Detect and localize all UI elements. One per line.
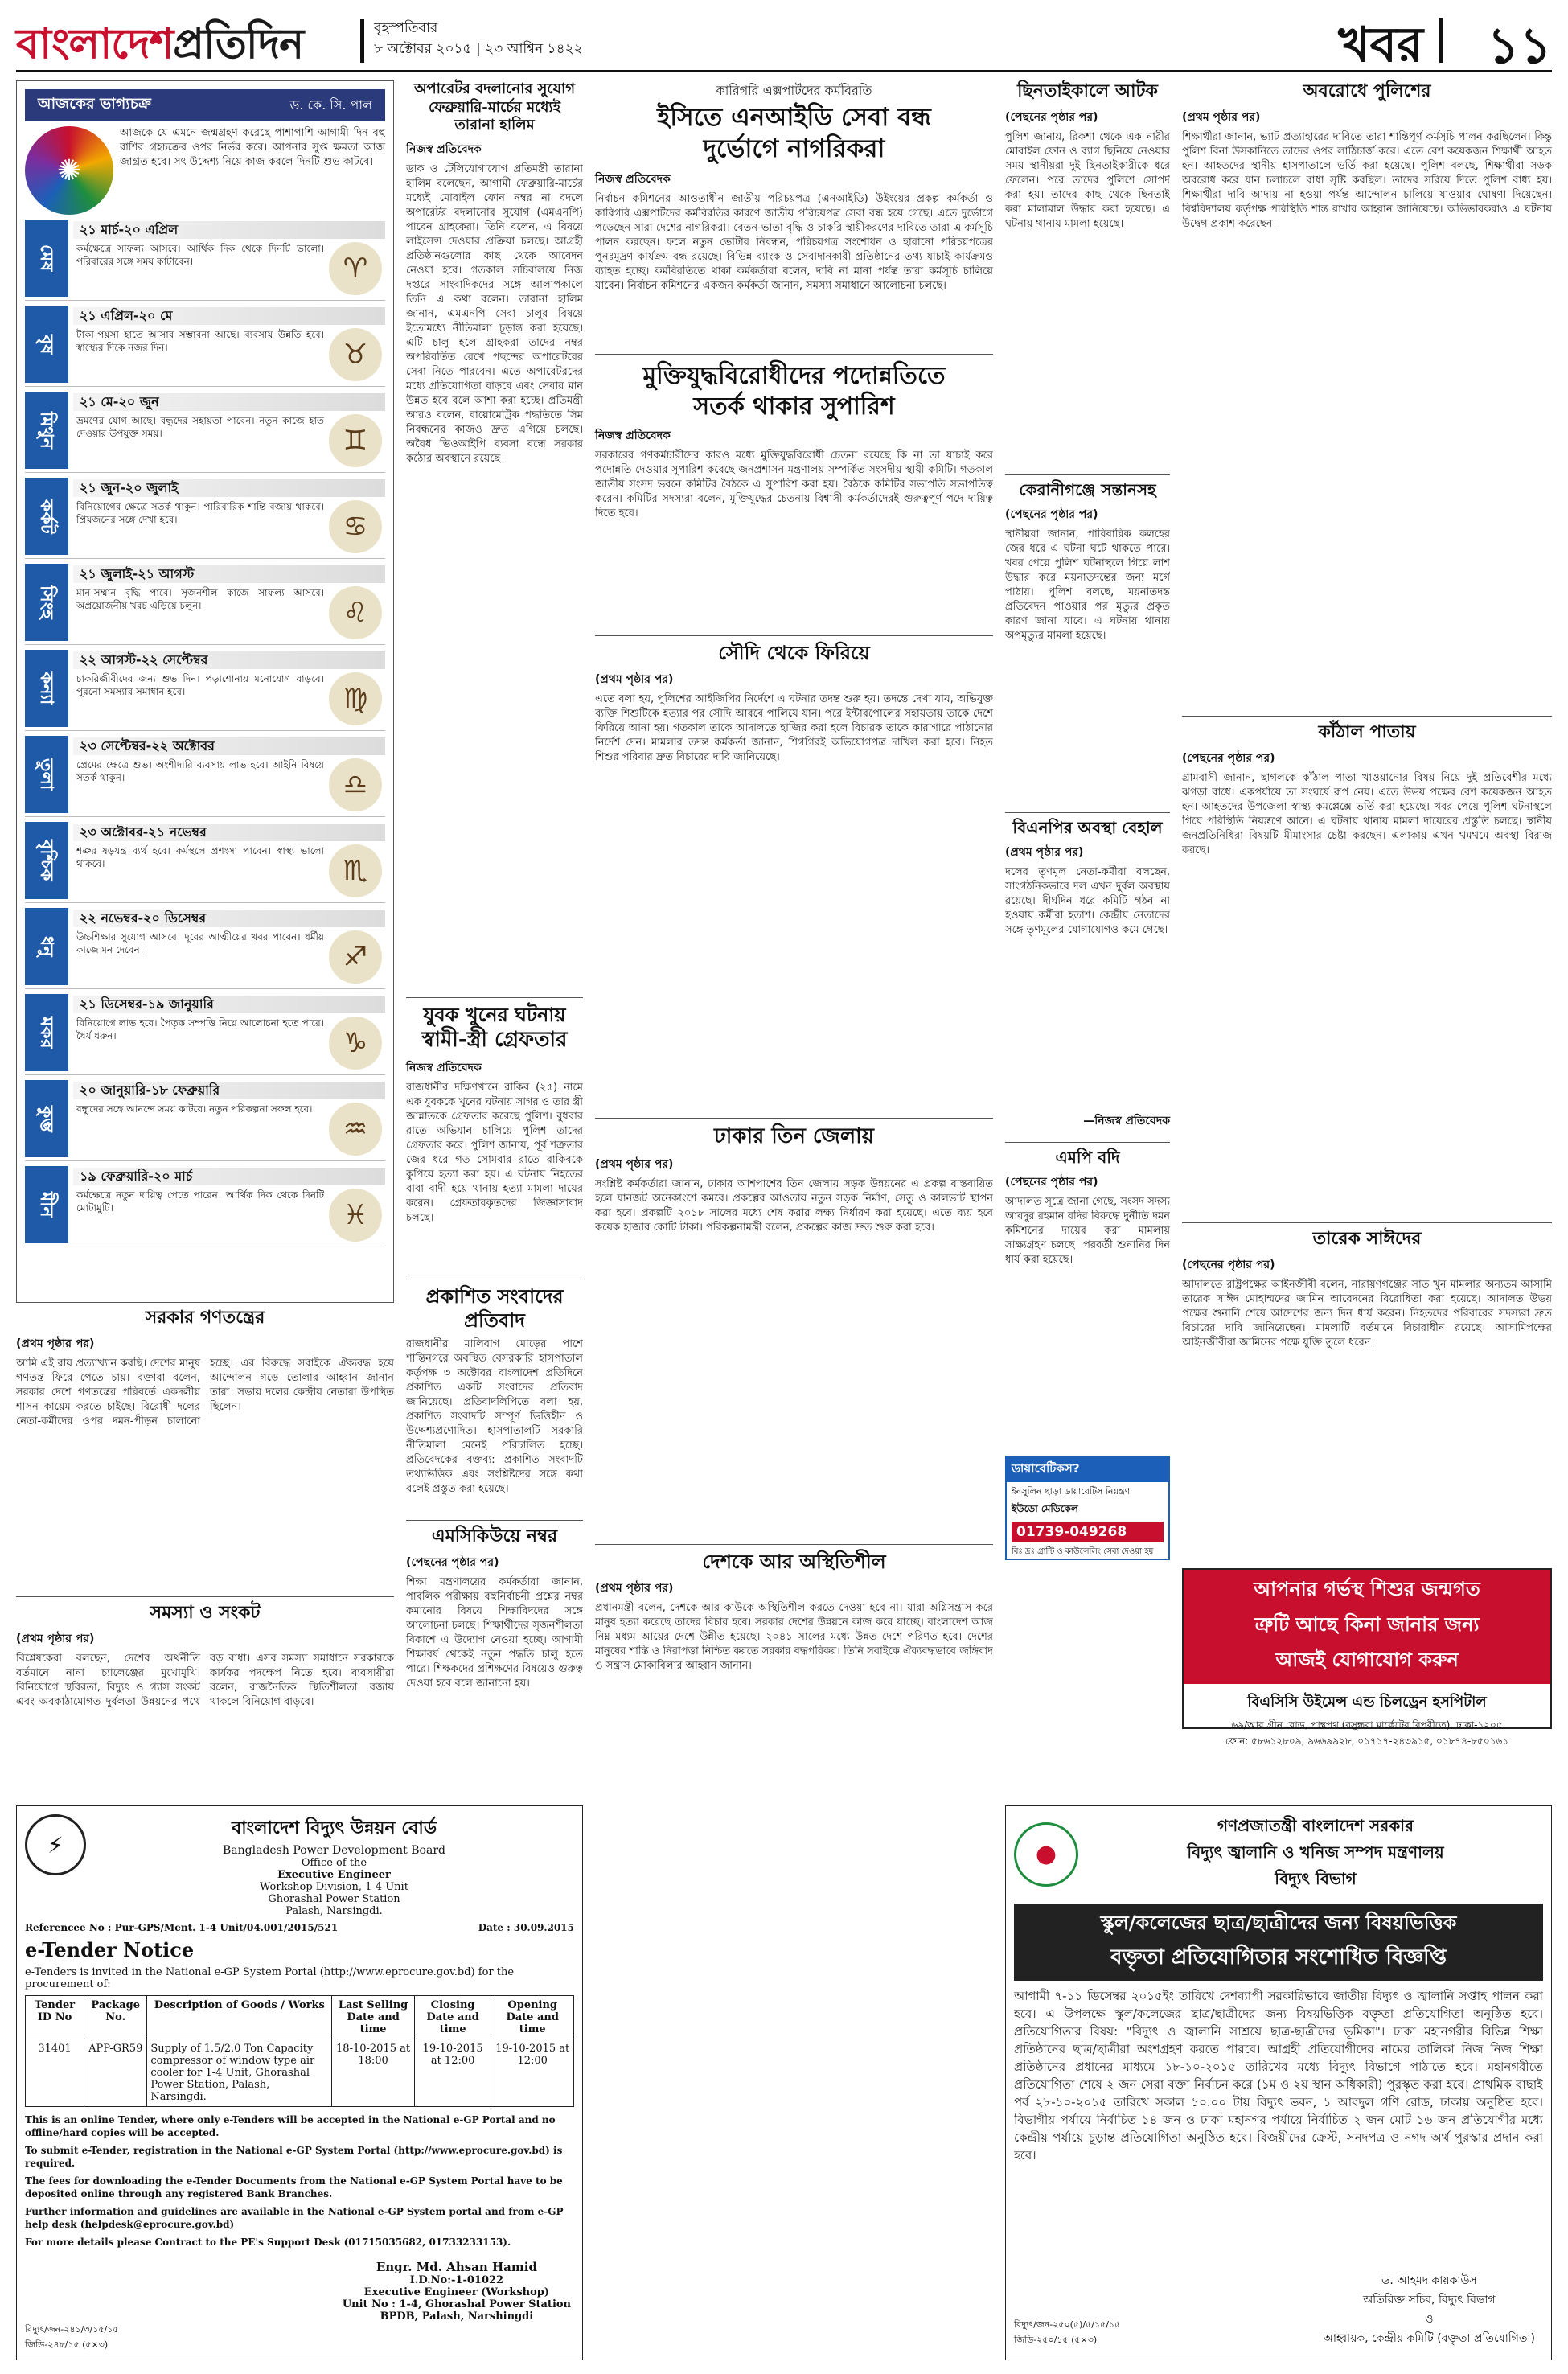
table-row — [26, 2039, 574, 2107]
ad-hospital-phone[interactable]: ফোন: ৫৮৬১২৮০৯, ৯৬৬৯৯২৮, ০১৭১৭-২৪৩৯১৫, ০১৮৭৪-৮৫০১৬১ — [1225, 1735, 1509, 1747]
sign-forecast: টাকা-পয়সা হাতে আসার সম্ভাবনা আছে। ব্যবসায় উন্নতি হবে। স্বাস্থ্যের দিকে নজর দিন। — [76, 329, 324, 353]
brand-red: বাংলাদেশ — [16, 19, 174, 68]
ministry-notice[interactable] — [1005, 1805, 1552, 2360]
sign-forecast: কর্মক্ষেত্রে নতুন দায়িত্ব পেতে পারেন। আর্থিক দিক থেকে দিনটি মোটামুটি। — [76, 1189, 324, 1214]
article-body: সরকারের গণকর্মচারীদের কারও মধ্যে মুক্তিযুদ্ধবিরোধী চেতনা রয়েছে কি না তা যাচাই করে পদোন্নতি দেওয়ার সুপারিশ করেছে জনপ্রশাসন মন্ত্রণালয় সম্পর্কিত সংসদীয় স্থায়ী কমিটি। গতকাল জাতীয় সংসদ ভবনে কমিটির বৈঠকে এ সুপারিশ করা হয়। বৈঠকে কমিটির সভাপতি সভাপতিত্ব করেন। কমিটির সদস্যরা বলেন, মুক্তিযুদ্ধের চেতনায় বিশ্বাসী কর্মকর্তাদেরই গুরুত্বপূর্ণ পদে দায়িত্ব দিতে হবে। — [595, 450, 993, 520]
article-body: দলের তৃণমূল নেতা-কর্মীরা বলছেন, সাংগঠনিকভাবে দল এখন দুর্বল অবস্থায় রয়েছে। দীর্ঘদিন ধরে কমিটি গঠন না হওয়ায় কর্মীরা হতাশ। কেন্দ্রীয় নেতাদের সঙ্গে তৃণমূলের যোগাযোগও কমে গেছে। — [1005, 866, 1170, 936]
article-body: শিক্ষার্থীরা জানান, ভ্যাট প্রত্যাহারের দাবিতে তারা শান্তিপূর্ণ কর্মসূচি পালন করছিলেন। কিন্তু পুলিশ বিনা উসকানিতে তাদের ওপর লাঠিচার্জ করে। এতে বেশ কয়েকজন শিক্ষার্থী আহত হন। আহতদের স্থানীয় হাসপাতালে ভর্তি করা হয়েছে। পুলিশ বলছে, শিক্ষার্থীরা সড়ক অবরোধ করে যান চলাচলে বাধা সৃষ্টি করছিল। তাদের সরিয়ে দিতে পুলিশ বাধ্য হয়। শিক্ষার্থীরা দাবি আদায় না হওয়া পর্যন্ত আন্দোলন চালিয়ে যাওয়ার ঘোষণা দিয়েছেন। বিশ্ববিদ্যালয় কর্তৃপক্ষ পরিস্থিতি শান্ত রাখার আহ্বান জানিয়েছে। অভিভাবকরাও এ ঘটনায় উদ্বেগ প্রকাশ করেছেন। — [1182, 130, 1552, 230]
sign-forecast: বন্ধুদের সঙ্গে আনন্দে সময় কাটবে। নতুন পরিকল্পনা সফল হবে। — [76, 1103, 313, 1115]
horoscope-title: আজকের ভাগ্যচক্র — [38, 95, 151, 113]
table-cell: Supply of 1.5/2.0 Ton Capacity compressor of window type air cooler for 1-4 Unit, Ghorashal Power Station, Palash, Narsingdi. — [147, 2039, 332, 2107]
sign-date-range: ২২ আগস্ট-২২ সেপ্টেম্বর — [73, 651, 385, 669]
notice-body: আগামী ৭-১১ ডিসেম্বর ২০১৫ইং তারিখে দেশব্যাপী সরকারিভাবে জাতীয় বিদ্যুৎ ও জ্বালানি সপ্তাহ পালন করা হবে। এ উপলক্ষে স্কুল/কলেজের ছাত্র/ছাত্রীদের জন্য বিষয়ভিত্তিক বক্তৃতা প্রতিযোগিতা অনুষ্ঠিত হবে। প্রতিযোগিতার বিষয়: "বিদ্যুৎ ও জ্বালানি সাশ্রয়ে ছাত্র-ছাত্রীদের ভূমিকা"। ঢাকা মহানগরীর বিভিন্ন শিক্ষা প্রতিষ্ঠানের ছাত্র/ছাত্রীরা অংশগ্রহণ করতে পারবে। আগ্রহী প্রতিযোগীদের নামের তালিকা নিজ নিজ শিক্ষা প্রতিষ্ঠানের প্রধানের মাধ্যমে ১৮-১০-২০১৫ তারিখের মধ্যে বিদ্যুৎ বিভাগে পাঠাতে হবে। মহানগরীতে প্রতিযোগিতা শেষে ২ জন সেরা বক্তা নির্বাচন করে (১ম ও ২য় স্থান অধিকারী) পুরস্কৃত করা হবে। প্রাথমিক বাছাই পর্ব ২৮-১০-২০১৫ তারিখে সকাল ১০.০০ টায় বিদ্যুৎ ভবন, ১ আবদুল গণি রোড, ঢাকায় অনুষ্ঠিত হবে। বিভাগীয় পর্যায়ে নির্বাচিত ১৪ জন ও ঢাকা মহানগর পর্যায়ে নির্বাচিত ২ জন মোট ১৬ জন প্রতিযোগীর মধ্যে কেন্দ্রীয় পর্যায়ে চূড়ান্ত প্রতিযোগিতা অনুষ্ঠিত হবে। বিজয়ীদের ক্রেস্ট, সনদপত্র ও নগদ অর্থ পুরস্কার প্রদান করা হবে। — [1014, 1989, 1543, 2162]
byline: (পেছনের পৃষ্ঠার পর) — [1182, 1258, 1275, 1271]
divider — [1005, 474, 1170, 475]
article-govt-democracy[interactable] — [16, 1307, 394, 1588]
byline: (পেছনের পৃষ্ঠার পর) — [1005, 508, 1098, 521]
horoscope-sign — [25, 306, 385, 387]
article-headline: যুবক খুনের ঘটনায় — [423, 1003, 566, 1026]
table-cell: 18-10-2015 at 18:00 — [332, 2039, 414, 2107]
divider — [595, 354, 993, 355]
article-snatcher[interactable] — [1005, 80, 1170, 466]
sign-date-range: ২১ মে-২০ জুন — [73, 393, 385, 411]
article-protest[interactable] — [406, 1279, 583, 1512]
horoscope-intro-text: আজকে যে এমনে জন্মগ্রহণ করেছে পাশাপাশি আগামী দিন বহু রাশির গ্রহচক্রের ওপর নির্ভর করে। আপনার সুপ্ত ক্ষমতা আজ জাগ্রত হবে। সৎ উদ্দেশ্য নিয়ে কাজ করলে দিনটি শুভ কাটবে। — [120, 127, 385, 168]
govt-line: বিদ্যুৎ জ্বালানি ও খনিজ সম্পদ মন্ত্রণালয় — [1187, 1842, 1444, 1862]
tender-signature — [343, 2260, 571, 2323]
article-body: গ্রামবাসী জানান, ছাগলকে কাঁঠাল পাতা খাওয়ানোর বিষয় নিয়ে দুই প্রতিবেশীর মধ্যে ঝগড়া বাধে। একপর্যায়ে তা সংঘর্ষে রূপ নেয়। এতে উভয় পক্ষের বেশ কয়েকজন আহত হন। আহতদের উপজেলা স্বাস্থ্য কমপ্লেক্সে ভর্তি করা হয়েছে। খবর পেয়ে পুলিশ ঘটনাস্থলে গিয়ে পরিস্থিতি নিয়ন্ত্রণে আনে। এ ঘটনায় থানায় মামলা দায়েরের প্রস্তুতি চলছে। স্থানীয় জনপ্রতিনিধিরা বিষয়টি মীমাংসার চেষ্টা করছেন। এলাকায় এখন থমথমে অবস্থা বিরাজ করছে। — [1182, 771, 1552, 856]
zodiac-symbol-icon: ♌ — [329, 586, 382, 639]
table-cell: 19-10-2015 at 12:00 — [491, 2039, 574, 2107]
horoscope-sign — [25, 220, 385, 301]
article-body: আমি এই রায় প্রত্যাখ্যান করছি। দেশের মানুষ গণতন্ত্র ফিরে পেতে চায়। বক্তারা বলেন, সরকার দেশে গণতন্ত্রের পরিবর্তে একদলীয় শাসন কায়েম করতে চাইছে। বিরোধী দলের নেতা-কর্মীদের ওপর দমন-পীড়ন চালানো হচ্ছে। এর বিরুদ্ধে সবাইকে ঐক্যবদ্ধ হয়ে আন্দোলন গড়ে তোলার আহ্বান জানান তারা। সভায় দলের কেন্দ্রীয় নেতারা উপস্থিত ছিলেন। — [16, 1357, 394, 1427]
table-header: Package No. — [84, 1996, 147, 2039]
article-nid-service[interactable] — [595, 80, 993, 346]
section-name: খবর — [1338, 17, 1423, 73]
sign-forecast: শত্রুর ষড়যন্ত্র ব্যর্থ হবে। কর্মস্থলে প্রশংসা পাবেন। স্বাস্থ্য ভালো থাকবে। — [76, 845, 324, 869]
zodiac-symbol-icon: ♎ — [329, 758, 382, 811]
ad-diabetes-phone[interactable]: 01739-049268 — [1012, 1522, 1164, 1542]
ad-diabetes-title: ডায়াবেটিকস? — [1007, 1457, 1168, 1482]
byline: (পেছনের পৃষ্ঠার পর) — [1182, 751, 1275, 765]
article-police-blockade[interactable] — [1182, 80, 1552, 708]
byline: (প্রথম পৃষ্ঠার পর) — [595, 1582, 674, 1595]
signatory-title: অতিরিক্ত সচিব, বিদ্যুৎ বিভাগ — [1363, 2294, 1496, 2306]
sign-forecast: প্রেমের ক্ষেত্রে শুভ। অংশীদারি ব্যবসায় লাভ হবে। আইনি বিষয়ে সতর্ক থাকুন। — [76, 759, 324, 783]
notice-title: স্কুল/কলেজের ছাত্র/ছাত্রীদের জন্য বিষয়ভিত্তিক — [1100, 1912, 1457, 1934]
horoscope-sign — [25, 564, 385, 645]
horoscope-sign — [25, 1080, 385, 1161]
table-header: Closing Date and time — [414, 1996, 491, 2039]
sign-date-range: ২০ জানুয়ারি-১৮ ফেব্রুয়ারি — [73, 1082, 385, 1099]
article-body: প্রধানমন্ত্রী বলেন, দেশকে আর কাউকে অস্থিতিশীল করতে দেওয়া হবে না। যারা অগ্নিসন্ত্রাস করে মানুষ হত্যা করেছে তাদের বিচার হবে। সরকার দেশের উন্নয়নে কাজ করে যাচ্ছে। বাংলাদেশ আজ নিম্ন মধ্যম আয়ের দেশে উন্নীত হয়েছে। ২০৪১ সালের মধ্যে উন্নত দেশে পরিণত হবে। দেশের মানুষের শান্তি ও নিরাপত্তা নিশ্চিত করতে সরকার বদ্ধপরিকর। তিনি সবাইকে ঐক্যবদ্ধভাবে জঙ্গিবাদ ও সন্ত্রাস মোকাবিলার আহ্বান জানান। — [595, 1602, 993, 1672]
article-problems[interactable] — [16, 1596, 394, 1793]
horoscope-sign — [25, 736, 385, 817]
signatory-role: আহ্বায়ক, কেন্দ্রীয় কমিটি (বক্তৃতা প্রতিযোগিতা) — [1323, 2332, 1535, 2345]
ad-diabetes-sub: ইনসুলিন ছাড়া ডায়াবেটিস নিয়ন্ত্রণ — [1012, 1486, 1131, 1497]
article-kicker: কারিগরি এক্সপার্টদের কর্মবিরতি — [716, 83, 872, 98]
article-headline: সরকার গণতন্ত্রের — [145, 1307, 265, 1328]
sign-forecast: বিনিয়োগে লাভ হবে। পৈতৃক সম্পত্তি নিয়ে আলোচনা হতে পারে। ধৈর্য ধরুন। — [76, 1017, 324, 1041]
article-kicker: অপারেটর বদলানোর সুযোগ — [413, 80, 576, 97]
article-instability[interactable] — [595, 1544, 993, 2356]
ad-diabetes-org: ইউডো মেডিকেল — [1012, 1503, 1078, 1514]
article-headline: বিএনপির অবস্থা বেহাল — [1012, 818, 1163, 837]
byline: (পেছনের পৃষ্ঠার পর) — [1005, 1176, 1098, 1189]
table-cell: APP-GR59 — [84, 2039, 147, 2107]
sign-name: বৃশ্চিক — [25, 822, 68, 899]
dateline — [374, 18, 583, 60]
page-number: ১১ — [1487, 16, 1552, 75]
office-line: Workshop Division, 1-4 Unit — [260, 1881, 408, 1893]
article-body: বিশ্লেষকেরা বলছেন, দেশের অর্থনীতি বর্তমানে নানা চ্যালেঞ্জের মুখোমুখি। বিনিয়োগে স্থবিরতা, বিদ্যুৎ ও গ্যাস সংকট এবং অবকাঠামোগত দুর্বলতা উন্নয়নের পথে বড় বাধা। এসব সমস্যা সমাধানে সরকারকে কার্যকর পদক্ষেপ নিতে হবে। ব্যবসায়ীরা বলেন, রাজনৈতিক স্থিতিশীলতা বজায় থাকলে বিনিয়োগ বাড়বে। — [16, 1652, 394, 1708]
horoscope-sign — [25, 650, 385, 731]
bpdb-logo-icon: ⚡ — [25, 1814, 86, 1875]
article-opportunity[interactable] — [406, 80, 583, 981]
sign-name: মিথুন — [25, 392, 68, 469]
article-headline: ফেব্রুয়ারি-মার্চের মধ্যেই — [429, 98, 560, 116]
horoscope-sign — [25, 392, 385, 473]
sign-forecast: ভ্রমণের যোগ আছে। বন্ধুদের সহায়তা পাবেন। নতুন কাজে হাত দেওয়ার উপযুক্ত সময়। — [76, 415, 324, 439]
tender-notice[interactable] — [16, 1805, 583, 2360]
astrologer-name: ড. কে. সি. পাল — [289, 97, 372, 113]
tender-code-line: জিডি-২৪৮/১৫ (৫×৩) — [25, 2339, 109, 2350]
article-headline: ঢাকার তিন জেলায় — [714, 1124, 874, 1148]
brand-dark: প্রতিদিন — [173, 19, 304, 68]
article-tarek-sayeed[interactable] — [1182, 1222, 1552, 1560]
sign-date-range: ১৯ ফেব্রুয়ারি-২০ মার্চ — [73, 1168, 385, 1185]
ad-hospital-address: ৬৯/আর গ্রীন রোড, পান্থপথ (বসুন্ধরা মার্কেটের বিপরীতে), ঢাকা-১২০৫ — [1231, 1719, 1503, 1731]
divider — [406, 1520, 583, 1521]
tender-note: The fees for downloading the e-Tender Documents from the National e-GP System Portal have to be deposited online through any registered Bank Branches. — [25, 2175, 563, 2199]
tender-table — [25, 1995, 574, 2107]
article-mcq[interactable] — [406, 1520, 583, 1793]
zodiac-symbol-icon: ♏ — [329, 844, 382, 897]
signatory-name: ড. আহমদ কায়কাউস — [1381, 2274, 1477, 2287]
article-headline: তারেক সাঈদের — [1312, 1228, 1422, 1249]
divider — [16, 1596, 394, 1597]
article-headline-2: দুর্ভোগে নাগরিকরা — [703, 133, 885, 163]
article-saudi-return[interactable] — [595, 635, 993, 1110]
article-bnp[interactable] — [1005, 812, 1170, 1134]
notice-code — [1014, 2318, 1120, 2348]
sign-name: কর্কট — [25, 478, 68, 555]
sign-date-range: ২২ নভেম্বর-২০ ডিসেম্বর — [73, 910, 385, 927]
article-headline: প্রকাশিত সংবাদের — [425, 1284, 564, 1308]
byline: (প্রথম পৃষ্ঠার পর) — [1182, 110, 1261, 124]
tender-title: e-Tender Notice — [25, 1938, 195, 1961]
article-headline: সৌদি থেকে ফিরিয়ে — [718, 641, 870, 664]
tender-code-line: বিদ্যুৎ/জন-২৪১/৩/১৫/১৫ — [25, 2324, 119, 2335]
byline: (প্রথম পৃষ্ঠার পর) — [595, 1157, 674, 1171]
article-subhead: তারানা হালিম — [454, 117, 535, 133]
divider — [595, 1544, 993, 1545]
ad-hospital-line3: আজই যোগাযোগ করুন — [1184, 1644, 1550, 1684]
article-credit: —নিজস্ব প্রতিবেদক — [1083, 1115, 1170, 1127]
article-headline: মুক্তিযুদ্ধবিরোধীদের পদোন্নতিতে — [642, 362, 946, 390]
article-headline: ছিনতাইকালে আটক — [1017, 80, 1158, 101]
zodiac-symbol-icon: ♊ — [329, 414, 382, 467]
govt-line: গণপ্রজাতন্ত্রী বাংলাদেশ সরকার — [1217, 1816, 1414, 1835]
article-headline: দেশকে আর অস্থিতিশীল — [702, 1550, 886, 1573]
org-en: Bangladesh Power Development Board — [223, 1844, 445, 1857]
horoscope-sign — [25, 822, 385, 903]
zodiac-symbol-icon: ♍ — [329, 672, 382, 725]
sign-name: মেষ — [25, 220, 68, 297]
sign-date-range: ২৩ অক্টোবর-২১ নভেম্বর — [73, 824, 385, 841]
table-header: Last Selling Date and time — [332, 1996, 414, 2039]
horoscope-sign — [25, 994, 385, 1075]
office-line: Executive Engineer — [277, 1869, 391, 1881]
article-body: রাজধানীর দক্ষিণখানে রাকিব (২৫) নামে এক যুবককে খুনের ঘটনায় সাগর ও তার স্ত্রী জান্নাতকে গ্রেফতার করেছে পুলিশ। বুধবার রাতে অভিযান চালিয়ে পুলিশ তাদের গ্রেফতার করে। পুলিশ জানায়, পূর্ব শত্রুতার জের ধরে গত সোমবার রাতে রাকিবকে কুপিয়ে হত্যা করা হয়। এ ঘটনায় নিহতের বাবা বাদী হয়ে থানায় হত্যা মামলা দায়ের করেন। গ্রেফতারকৃতদের জিজ্ঞাসাবাদ চলছে। — [406, 1081, 583, 1224]
tender-note: For more details please Contract to the PE's Support Desk (01715035682, 01733233153). — [25, 2236, 511, 2248]
signatory-office: BPDB, Palash, Narshingdi — [380, 2310, 534, 2323]
tender-date: Date : 30.09.2015 — [478, 1922, 574, 1933]
horoscope-sign — [25, 478, 385, 559]
article-headline: ইসিতে এনআইডি সেবা বন্ধ — [657, 103, 931, 132]
byline: (প্রথম পৃষ্ঠার পর) — [16, 1632, 95, 1645]
notice-title-2: বক্তৃতা প্রতিযোগিতার সংশোধিত বিজ্ঞপ্তি — [1110, 1945, 1447, 1969]
table-cell: 19-10-2015 at 12:00 — [414, 2039, 491, 2107]
table-cell: 31401 — [26, 2039, 84, 2107]
sign-name: কুম্ভ — [25, 1080, 68, 1157]
day: বৃহস্পতিবার — [374, 20, 438, 36]
article-headline: কাঁঠাল পাতায় — [1318, 721, 1416, 742]
sign-name: তুলা — [25, 736, 68, 813]
date: ৮ অক্টোবর ২০১৫ | ২৩ আশ্বিন ১৪২২ — [374, 41, 583, 57]
byline: (পেছনের পৃষ্ঠার পর) — [406, 1555, 499, 1569]
signatory-id: I.D.No:-1-01022 — [409, 2274, 504, 2286]
sign-list — [17, 220, 393, 1247]
sign-forecast: বিনিয়োগের ক্ষেত্রে সতর্ক থাকুন। পারিবারিক শান্তি বজায় থাকবে। প্রিয়জনের সঙ্গে দেখা হবে। — [76, 501, 324, 525]
tender-code — [25, 2323, 118, 2353]
govt-seal-icon: ● — [1014, 1822, 1078, 1887]
article-body: পুলিশ জানায়, রিকশা থেকে এক নারীর মোবাইল ফোন ও ব্যাগ ছিনিয়ে নেওয়ার সময় স্থানীয়রা দুই ছিনতাইকারীকে ধরে ফেলেন। পরে তাদের পুলিশে সোপর্দ করা হয়। তাদের কাছ থেকে ছিনতাই করা মালামাল উদ্ধার করা হয়েছে। এ ঘটনায় থানায় মামলা হয়েছে। — [1005, 130, 1170, 230]
ad-diabetes[interactable] — [1005, 1456, 1170, 1560]
table-header: Opening Date and time — [491, 1996, 574, 2039]
sign-date-range: ২১ এপ্রিল-২০ মে — [73, 307, 385, 325]
zodiac-symbol-icon: ♉ — [329, 328, 382, 381]
horoscope-sign — [25, 908, 385, 989]
article-headline: অবরোধে পুলিশের — [1303, 80, 1431, 101]
horoscope-sign — [25, 1166, 385, 1247]
ad-diabetes-note: বিঃ দ্রঃ গ্রান্টি ও কাউন্সেলিং সেবা দেওয়া হয় — [1012, 1547, 1154, 1556]
article-headline-2: সতর্ক থাকার সুপারিশ — [693, 392, 895, 421]
sign-name: বৃষ — [25, 306, 68, 383]
notice-signature — [1324, 2271, 1535, 2348]
sign-forecast: কর্মক্ষেত্রে সাফল্য আসবে। আর্থিক দিক থেকে দিনটি ভালো। পরিবারের সঙ্গে সময় কাটাবেন। — [76, 243, 324, 267]
divider — [595, 635, 993, 636]
byline: নিজস্ব প্রতিবেদক — [406, 142, 482, 156]
sign-name: মকর — [25, 994, 68, 1071]
tender-note: Further information and guidelines are available in the National e-GP System portal and from e-GP help desk (helpdesk@eprocure.gov.bd) — [25, 2206, 564, 2230]
byline: নিজস্ব প্রতিবেদক — [595, 429, 671, 442]
sign-forecast: চাকরিজীবীদের জন্য শুভ দিন। পড়াশোনায় মনোযোগ বাড়বে। পুরনো সমস্যার সমাধান হবে। — [76, 673, 324, 697]
ad-hospital-name: বিএসিসি উইমেন্স এন্ড চিলড্রেন হসপিটাল — [1247, 1694, 1487, 1711]
divider — [1439, 18, 1443, 63]
masthead — [16, 8, 1552, 75]
signatory-and: ও — [1425, 2313, 1434, 2326]
sign-date-range: ২৩ সেপ্টেম্বর-২২ অক্টোবর — [73, 737, 385, 755]
article-jackfruit-leaf[interactable] — [1182, 716, 1552, 1214]
tender-invite: e-Tenders is invited in the National e-GP System Portal (http://www.eprocure.gov.bd) for the procurement of: — [25, 1966, 515, 1990]
divider — [1182, 716, 1552, 717]
divider — [360, 19, 364, 63]
article-body: ডাক ও টেলিযোগাযোগ প্রতিমন্ত্রী তারানা হালিম বলেছেন, আগামী ফেব্রুয়ারি-মার্চের মধ্যেই মোবাইল ফোন নম্বর না বদলে অপারেটর বদলানোর সুযোগ (এমএনপি) পাবেন গ্রাহকেরা। তিনি বলেন, এ বিষয়ে লাইসেন্স দেওয়ার প্রক্রিয়া চলছে। আগ্রহী প্রতিষ্ঠানগুলোর কাছ থেকে আবেদন নেওয়া হবে। গতকাল সচিবালয়ে নিজ দপ্তরে সাংবাদিকদের সঙ্গে আলাপকালে তিনি এ কথা বলেন। তারানা হালিম জানান, এমএনপি সেবা চালুর বিষয়ে ইতোমধ্যে নীতিমালা চূড়ান্ত করা হয়েছে। এটি চালু হলে গ্রাহকরা তাদের নম্বর অপরিবর্তিত রেখে পছন্দের অপারেটরের সেবা নিতে পারবেন। এতে অপারেটরদের মধ্যে প্রতিযোগিতা বাড়বে এবং সেবার মান উন্নত হবে বলে আশা করা হচ্ছে। প্রতিমন্ত্রী আরও বলেন, বায়োমেট্রিক পদ্ধতিতে সিম নিবন্ধনের কাজও দ্রুত এগিয়ে চলছে। অবৈধ ভিওআইপি ব্যবসা বন্ধে সরকার কঠোর অবস্থানে রয়েছে। — [406, 162, 583, 465]
divider — [406, 997, 583, 998]
article-couple-arrest[interactable] — [406, 997, 583, 1271]
zodiac-symbol-icon: ♑ — [329, 1017, 382, 1070]
sign-name: ধনু — [25, 908, 68, 985]
article-body: এতে বলা হয়, পুলিশের আইজিপির নির্দেশে এ ঘটনার তদন্ত শুরু হয়। তদন্তে দেখা যায়, অভিযুক্ত ব্যক্তি শিশুটিকে হত্যার পর সৌদি আরবে পালিয়ে যান। পরে ইন্টারপোলের সহায়তায় তাকে দেশে ফিরিয়ে আনা হয়। গতকাল তাকে আদালতে হাজির করা হলে বিচারক তাকে কারাগারে পাঠানোর নির্দেশ দেন। মামলার তদন্ত কর্মকর্তা জানান, শিগগিরই অভিযোগপত্র দাখিল করা হবে। নিহত শিশুর পরিবার দ্রুত বিচারের দাবি জানিয়েছে। — [595, 693, 993, 763]
zodiac-symbol-icon: ♒ — [329, 1103, 382, 1156]
sign-name: কন্যা — [25, 650, 68, 727]
sign-name: সিংহ — [25, 564, 68, 641]
tender-reference: Referencee No : Pur-GPS/Ment. 1-4 Unit/04.001/2015/521 — [25, 1922, 339, 1933]
byline: (প্রথম পৃষ্ঠার পর) — [16, 1337, 95, 1350]
office-line: Office of the — [301, 1857, 367, 1869]
ad-hospital[interactable] — [1182, 1568, 1552, 1747]
article-headline: কেরানীগঞ্জে সন্তানসহ — [1019, 480, 1156, 499]
article-dhaka-districts[interactable] — [595, 1118, 993, 1536]
ad-hospital-line1: আপনার গর্ভস্থ শিশুর জন্মগত — [1184, 1570, 1550, 1608]
horoscope-panel — [16, 80, 394, 1303]
govt-line: বিদ্যুৎ বিভাগ — [1275, 1869, 1357, 1888]
org-bn: বাংলাদেশ বিদ্যুৎ উন্নয়ন বোর্ড — [231, 1817, 437, 1838]
article-body: স্থানীয়রা জানান, পারিবারিক কলহের জের ধরে এ ঘটনা ঘটে থাকতে পারে। খবর পেয়ে পুলিশ ঘটনাস্থলে গিয়ে লাশ উদ্ধার করে ময়নাতদন্তের জন্য মর্গে পাঠায়। পুলিশ বলছে, ময়নাতদন্ত প্রতিবেদন পাওয়ার পর মৃত্যুর প্রকৃত কারণ জানা যাবে। এ ঘটনায় থানায় অপমৃত্যুর মামলা হয়েছে। — [1005, 528, 1170, 642]
tender-note: To submit e-Tender, registration in the National e-GP System Portal (http://www.eprocure.gov.bd) is required. — [25, 2145, 563, 2169]
article-headline: এমসিকিউয়ে নম্বর — [431, 1526, 558, 1546]
article-keraniganj[interactable] — [1005, 474, 1170, 804]
table-header: Tender ID No — [26, 1996, 84, 2039]
sign-forecast: মান-সম্মান বৃদ্ধি পাবে। সৃজনশীল কাজে সাফল্য আসবে। অপ্রয়োজনীয় খরচ এড়িয়ে চলুন। — [76, 587, 324, 611]
office-line: Ghorashal Power Station — [268, 1893, 400, 1905]
byline: নিজস্ব প্রতিবেদক — [595, 172, 671, 186]
zodiac-wheel-icon: ✺ — [25, 126, 113, 215]
article-body: সংশ্লিষ্ট কর্মকর্তারা জানান, ঢাকার আশপাশের তিন জেলায় সড়ক উন্নয়নের এ প্রকল্প বাস্তবায়িত হলে যানজট অনেকাংশে কমবে। প্রকল্পের আওতায় নতুন সড়ক নির্মাণ, সেতু ও কালভার্ট স্থাপন করা হবে। প্রকল্পটি ২০১৮ সালের মধ্যে শেষ করার লক্ষ্য নির্ধারণ করা হয়েছে। এতে ব্যয় হবে কয়েক হাজার কোটি টাকা। পরিকল্পনামন্ত্রী বলেন, প্রকল্পের কাজ দ্রুত শুরু করা হবে। — [595, 1177, 993, 1234]
article-body: আদালতে রাষ্ট্রপক্ষের আইনজীবী বলেন, নারায়ণগঞ্জের সাত খুন মামলার অন্যতম আসামি তারেক সাঈদ মোহাম্মদের জামিন আবেদনের বিরোধিতা করা হয়েছে। আদালত উভয় পক্ষের শুনানি শেষে আদেশের জন্য দিন ধার্য করেন। নিহতদের পরিবারের সদস্যরা দ্রুত বিচারের দাবি জানিয়েছেন। মামলাটি বর্তমানে বিচারাধীন রয়েছে। আসামিপক্ষের আইনজীবীরা জামিনের পক্ষে যুক্তি তুলে ধরেন। — [1182, 1278, 1552, 1349]
sign-date-range: ২১ ডিসেম্বর-১৯ জানুয়ারি — [73, 996, 385, 1013]
article-freedom-fighters[interactable] — [595, 354, 993, 627]
article-body: রাজধানীর মালিবাগ মোড়ের পাশে শান্তিনগরে অবস্থিত বেসরকারি হাসপাতাল কর্তৃপক্ষ ৩ অক্টোবর বাংলাদেশ প্রতিদিনে প্রকাশিত একটি সংবাদের প্রতিবাদ জানিয়েছে। প্রতিবাদলিপিতে বলা হয়, প্রকাশিত সংবাদটি সম্পূর্ণ ভিত্তিহীন ও উদ্দেশ্যপ্রণোদিত। হাসপাতালটি সরকারি নীতিমালা মেনেই পরিচালিত হচ্ছে। প্রতিবেদকের বক্তব্য: প্রকাশিত সংবাদটি তথ্যভিত্তিক এবং সংশ্লিষ্টদের সঙ্গে কথা বলেই প্রস্তুত করা হয়েছে। — [406, 1338, 583, 1495]
signatory-unit: Unit No : 1-4, Ghorashal Power Station — [342, 2298, 571, 2310]
office-line: Palash, Narsingdi. — [285, 1905, 383, 1917]
byline: (প্রথম পৃষ্ঠার পর) — [1005, 846, 1084, 859]
horoscope-title-bar — [25, 89, 385, 121]
notice-code-line: বিদ্যুৎ/জন-২৫০(৫)/৫/১৫/১৫ — [1014, 2319, 1121, 2330]
table-header: Description of Goods / Works — [147, 1996, 332, 2039]
horoscope-intro — [25, 126, 385, 215]
zodiac-symbol-icon: ♋ — [329, 500, 382, 553]
article-headline-2: প্রতিবাদ — [464, 1308, 525, 1332]
tender-note: This is an online Tender, where only e-Tenders will be accepted in the National e-GP Portal and no offline/hard copies will be accepted. — [25, 2114, 556, 2138]
zodiac-symbol-icon: ♓ — [329, 1189, 382, 1242]
ad-hospital-line2: ত্রুটি আছে কিনা জানার জন্য — [1184, 1608, 1550, 1644]
sign-name: মীন — [25, 1166, 68, 1243]
byline: নিজস্ব প্রতিবেদক — [406, 1061, 482, 1074]
notice-code-line: জিডি-২৫০/১৫ (৫×৩) — [1014, 2335, 1098, 2345]
signatory-title: Executive Engineer (Workshop) — [363, 2286, 550, 2298]
sign-forecast: উচ্চশিক্ষার সুযোগ আসবে। দূরের আত্মীয়ের খবর পাবেন। ধর্মীয় কাজে মন দেবেন। — [76, 931, 324, 955]
article-headline: এমপি বদি — [1055, 1148, 1120, 1167]
newspaper-logo[interactable] — [16, 11, 303, 81]
zodiac-symbol-icon: ♐ — [329, 930, 382, 984]
divider — [1005, 812, 1170, 813]
signatory-name: Engr. Md. Ahsan Hamid — [376, 2260, 537, 2274]
article-body: আদালত সূত্রে জানা গেছে, সংসদ সদস্য আবদুর রহমান বদির বিরুদ্ধে দুর্নীতি দমন কমিশনের দায়ের করা মামলায় সাক্ষ্যগ্রহণ চলছে। পরবর্তী শুনানির দিন ধার্য করা হয়েছে। — [1005, 1196, 1170, 1266]
sign-date-range: ২১ জুন-২০ জুলাই — [73, 479, 385, 497]
article-body: নির্বাচন কমিশনের আওতাধীন জাতীয় পরিচয়পত্র (এনআইডি) উইংয়ের প্রকল্প কর্মকর্তা ও কারিগরি এক্সপার্টদের কর্মবিরতির কারণে জাতীয় পরিচয়পত্র সেবা বন্ধ হয়ে গেছে। এতে দুর্ভোগে পড়েছেন সারা দেশের নাগরিকরা। বেতন-ভাতা বৃদ্ধি ও চাকরি স্থায়ীকরণের দাবিতে তারা এ কর্মসূচি পালন করছেন। ফলে নতুন ভোটার নিবন্ধন, পরিচয়পত্র সংশোধন ও হারানো পরিচয়পত্রের পুনঃমুদ্রণ কার্যক্রম বন্ধ রয়েছে। বিভিন্ন ব্যাংক ও সেবাদানকারী প্রতিষ্ঠানের তথ্য যাচাই কার্যক্রমও ব্যাহত হচ্ছে। কর্মবিরতিতে থাকা কর্মকর্তারা বলেন, দাবি না মানা পর্যন্ত তারা কর্মসূচি চালিয়ে যাবেন। নির্বাচন কমিশনের একজন কর্মকর্তা জানান, সমস্যা সমাধানে আলোচনা চলছে। — [595, 192, 993, 292]
zodiac-symbol-icon: ♈ — [329, 242, 382, 295]
divider — [595, 1118, 993, 1119]
byline: (প্রথম পৃষ্ঠার পর) — [595, 673, 674, 686]
article-mp-bodi[interactable] — [1005, 1142, 1170, 1448]
divider — [1182, 1222, 1552, 1223]
sign-date-range: ২১ মার্চ-২০ এপ্রিল — [73, 221, 385, 239]
article-body: শিক্ষা মন্ত্রণালয়ের কর্মকর্তারা জানান, পাবলিক পরীক্ষায় বহুনির্বাচনী প্রশ্নের নম্বর কমানোর বিষয়ে শিক্ষাবিদদের সঙ্গে আলোচনা চলছে। শিক্ষার্থীদের সৃজনশীলতা বিকাশে এ উদ্যোগ নেওয়া হচ্ছে। আগামী শিক্ষাবর্ষ থেকেই নতুন পদ্ধতি চালু হতে পারে। শিক্ষকদের প্রশিক্ষণের বিষয়েও গুরুত্ব দেওয়া হবে বলে জানানো হয়। — [406, 1575, 583, 1690]
article-headline: সমস্যা ও সংকট — [150, 1602, 261, 1623]
sign-date-range: ২১ জুলাই-২১ আগস্ট — [73, 565, 385, 583]
divider — [1005, 1142, 1170, 1143]
byline: (পেছনের পৃষ্ঠার পর) — [1005, 110, 1098, 124]
notice-title-bar — [1014, 1904, 1543, 1981]
article-headline-2: স্বামী-স্ত্রী গ্রেফতার — [421, 1028, 568, 1052]
